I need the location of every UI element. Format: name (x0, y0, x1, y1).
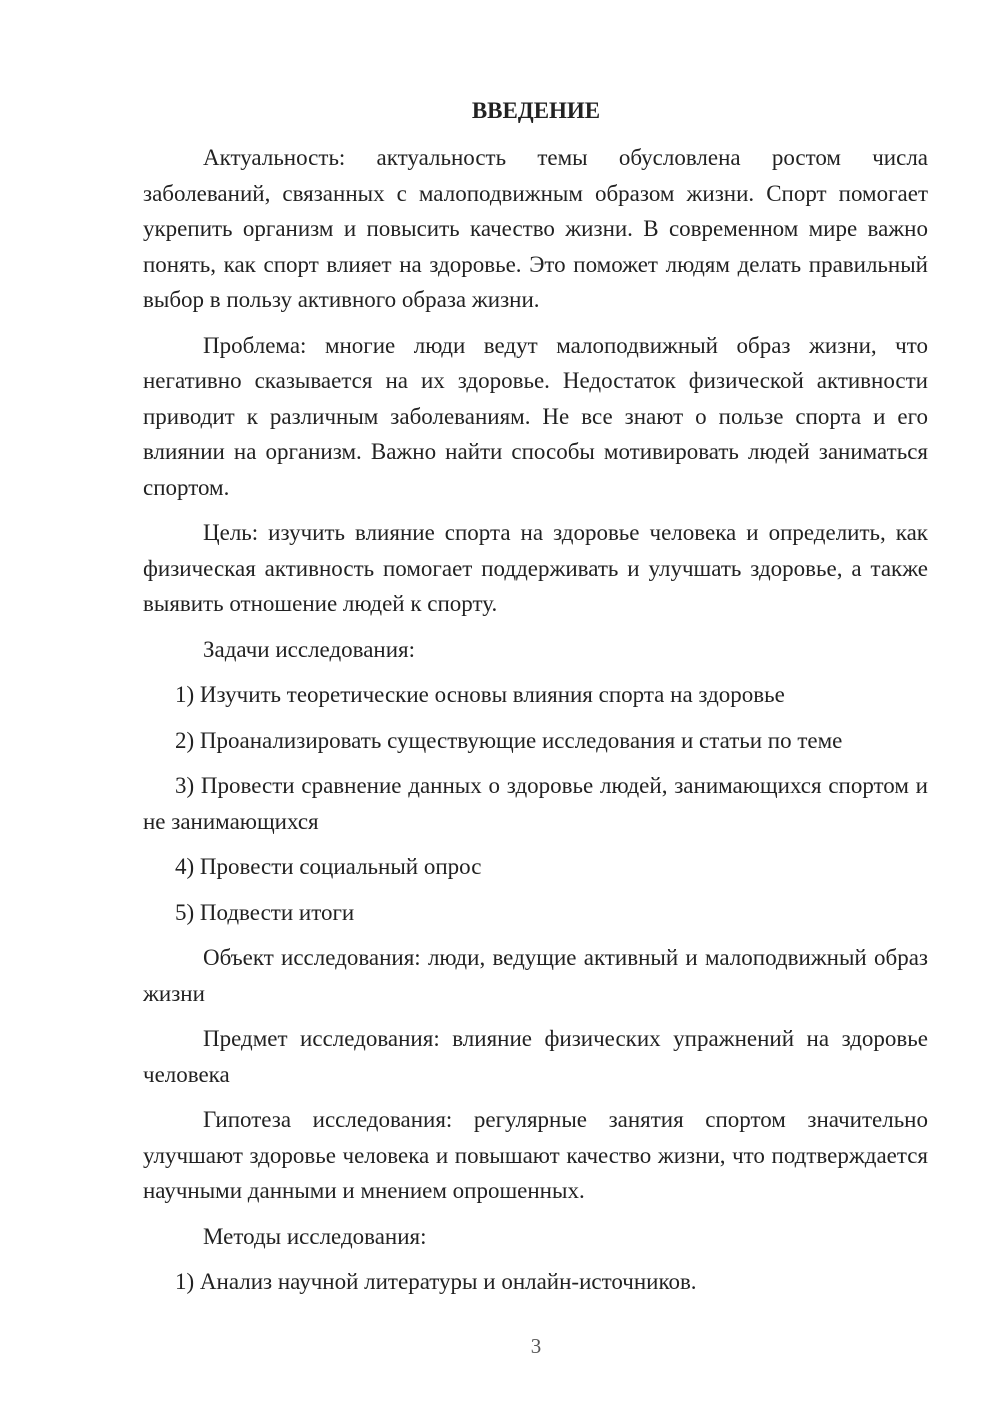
object-paragraph: Объект исследования: люди, ведущие активный и малоподвижный образ жизни (143, 945, 928, 1006)
methods-title: Методы исследования: (203, 1223, 427, 1249)
task-item: 5) Подвести итоги (175, 899, 355, 925)
page-number: 3 (530, 1334, 542, 1358)
hypothesis-paragraph: Гипотеза исследования: регулярные занятия спортом значительно улучшают здоровье человека и повышают качество жизни, что подтверждается научными данными и мнением опрошенных. (143, 1107, 928, 1203)
tasks-title: Задачи исследования: (203, 636, 416, 662)
page-title: ВВЕДЕНИЕ (471, 98, 601, 123)
subject-paragraph: Предмет исследования: влияние физических упражнений на здоровье человека (143, 1026, 928, 1087)
relevance-paragraph: Актуальность: актуальность темы обусловлена ростом числа заболеваний, связанных с малоподвижным образом жизни. Спорт помогает укрепить организм и повысить качество жизни. В современном мире важно понять, как спорт влияет на здоровье. Это поможет людям делать правильный выбор в пользу активного образа жизни. (143, 145, 928, 312)
problem-paragraph: Проблема: многие люди ведут малоподвижный образ жизни, что негативно сказывается на их здоровье. Недостаток физической активности приводит к различным заболеваниям. Не все знают о пользе спорта и его влиянии на организм. Важно найти способы мотивировать людей заниматься спортом. (143, 332, 928, 500)
method-item: 1) Анализ научной литературы и онлайн-источников. (175, 1269, 697, 1294)
goal-paragraph: Цель: изучить влияние спорта на здоровье человека и определить, как физическая активность помогает поддерживать и улучшать здоровье, а также выявить отношение людей к спорту. (143, 520, 928, 616)
task-item: 2) Проанализировать существующие исследования и статьи по теме (175, 727, 843, 753)
task-item: 3) Провести сравнение данных о здоровье людей, занимающихся спортом и не занимающихся (143, 773, 928, 834)
document-body (143, 140, 928, 1310)
task-item: 4) Провести социальный опрос (175, 854, 482, 879)
task-item: 1) Изучить теоретические основы влияния спорта на здоровье (175, 682, 785, 707)
